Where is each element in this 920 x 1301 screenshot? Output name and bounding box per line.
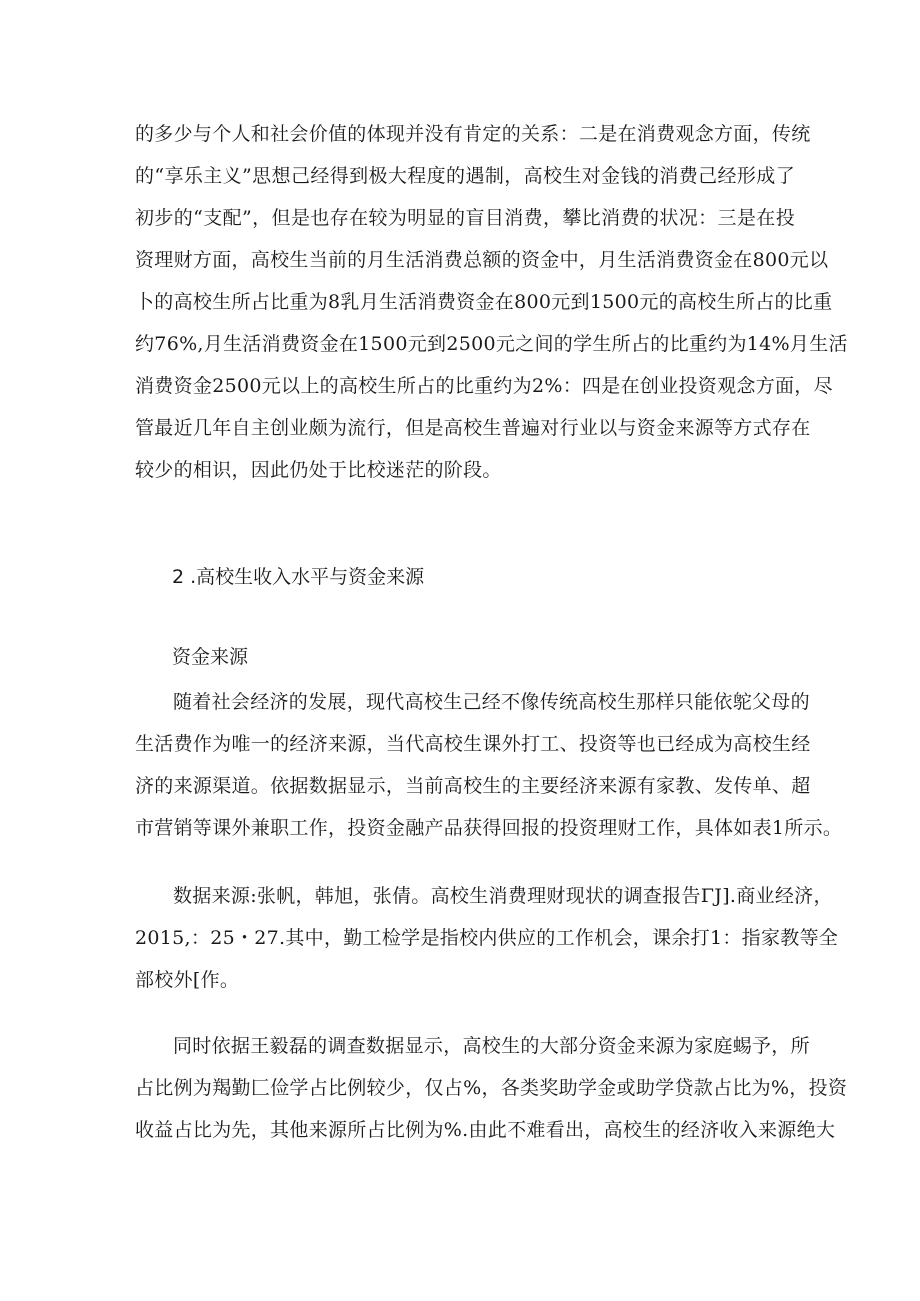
text-line: 生活费作为唯一的经济来源，当代高校生课外打工、投资等也已经成为高校生经: [135, 733, 811, 755]
text-line: 市营销等课外兼职工作，投资金融产品获得回报的投资理财工作，具体如表1所示。: [135, 817, 843, 839]
text-line: 卜的高校生所占比重为8乳月生活消费资金在800元到1500元的高校生所占的比重: [135, 291, 833, 313]
text-line: 约76%,月生活消费资金在1500元到2500元之间的学生所占的比重约为14%月生活: [135, 333, 848, 355]
text-line: 占比例为羯勤匚俭学占比例较少，仅占%，各类奖助学金或助学贷款占比为%，投资: [135, 1077, 848, 1099]
text-line: 收益占比为先，其他来源所占比例为%.由此不难看出，高校生的经济收入来源绝大: [135, 1119, 836, 1141]
text-line: 的“享乐主义”思想己经得到极大程度的遇制，高校生对金钱的消费己经形成了: [135, 165, 795, 187]
section-heading: 2 .高校生收入水平与资金来源: [172, 566, 425, 588]
paragraph-survey-findings: [135, 1025, 848, 1151]
text-line: 同时依据王毅磊的调查数据显示，高校生的大部分资金来源为家庭蜴予，所: [173, 1035, 810, 1057]
paragraph-consumption-concepts: [135, 113, 848, 491]
paragraph-income-sources: [135, 681, 843, 849]
text-line: 管最近几年自主创业颇为流行，但是高校生普遍对行业以与资金来源等方式存在: [135, 417, 811, 439]
sub-heading: 资金来源: [172, 646, 249, 668]
text-line: 2015,：25・27.其中，勤工检学是指校内供应的工作机会，课余打1：指家教等全: [135, 927, 839, 949]
text-line: 消费资金2500元以上的高校生所占的比重约为2%：四是在创业投资观念方面，尽: [135, 375, 833, 397]
text-line: 资理财方面，高校生当前的月生活消费总额的资金中，月生活消费资金在800元以: [135, 249, 829, 271]
text-line: 数据来源:张帆，韩旭，张倩。高校生消费理财现状的调查报告ΓJ].商业经济，: [173, 885, 833, 907]
text-line: 济的来源渠道。依据数据显示，当前高校生的主要经济来源有家教、发传单、超: [135, 775, 811, 797]
text-line: 随着社会经济的发展，现代高校生己经不像传统高校生那样只能依鸵父母的: [173, 691, 810, 713]
paragraph-data-source: [135, 875, 839, 1001]
text-line: 初步的“支配”，但是也存在较为明显的盲目消费，攀比消费的状况：三是在投: [135, 207, 795, 229]
text-line: 较少的相识，因此仍处于比校迷茫的阶段。: [135, 459, 502, 481]
text-line: 的多少与个人和社会价值的体现并没有肯定的关系：二是在消费观念方面，传统: [135, 123, 811, 145]
text-line: 部校外[作。: [135, 969, 240, 991]
